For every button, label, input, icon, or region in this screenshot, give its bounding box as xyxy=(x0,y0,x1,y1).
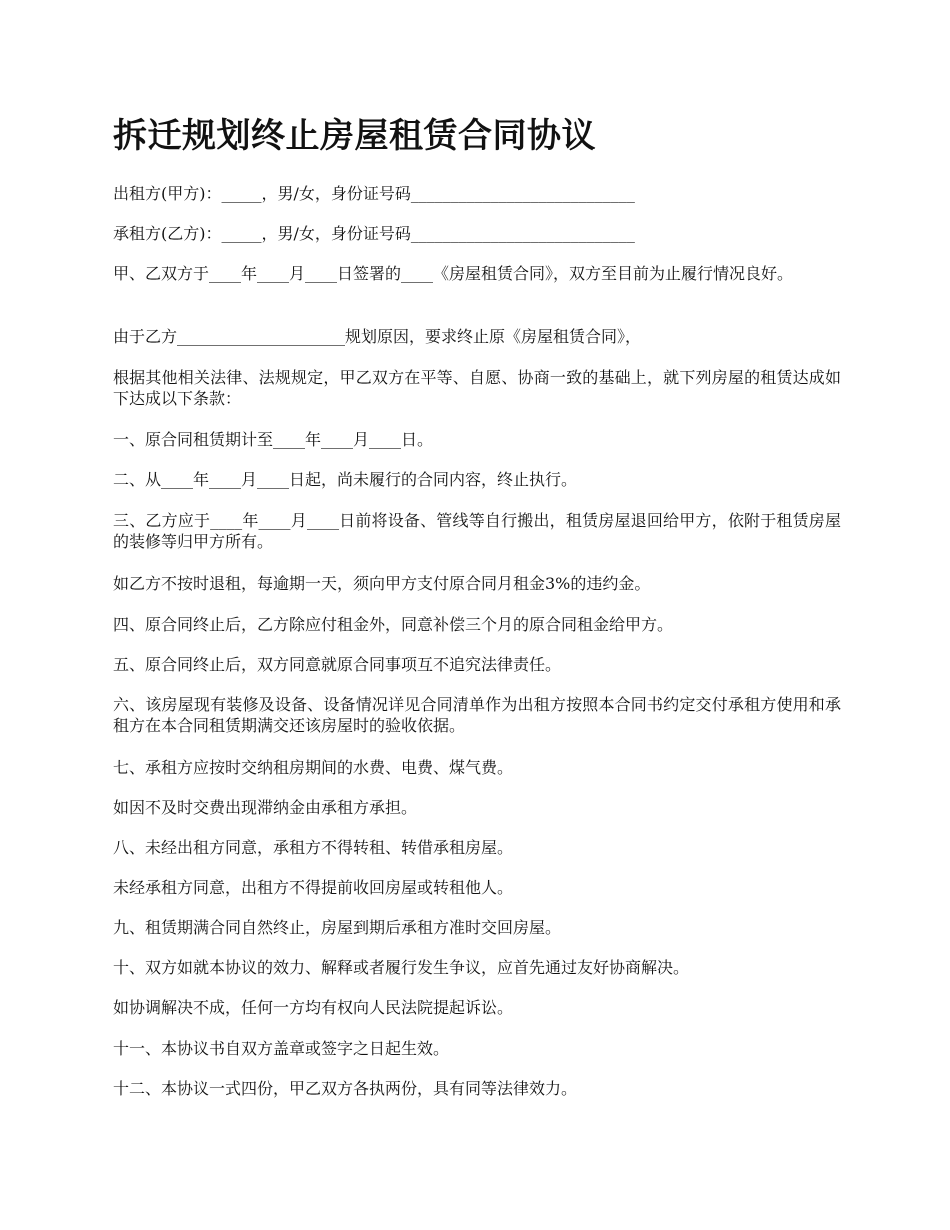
clause-7: 七、承租方应按时交纳租房期间的水费、电费、煤气费。 xyxy=(113,758,514,777)
signing-paragraph: 甲、乙双方于____年____月____日签署的____《房屋租赁合同》，双方至目前为止履行情况良好。 xyxy=(113,264,794,283)
clause-7-late-fee: 如因不及时交费出现滞纳金由承租方承担。 xyxy=(113,798,418,817)
clause-5: 五、原合同终止后，双方同意就原合同事项互不追究法律责任。 xyxy=(113,655,562,674)
party-a-line: 出租方(甲方)：_____，男/女，身份证号码____________________________ xyxy=(113,184,635,203)
clause-6: 六、该房屋现有装修及设备、设备情况详见合同清单作为出租方按照本合同书约定交付承租方使用和承租方在本合同租赁期满交还该房屋时的验收依据。 xyxy=(113,695,841,735)
clause-10: 十、双方如就本协议的效力、解释或者履行发生争议，应首先通过友好协商解决。 xyxy=(113,958,690,977)
clause-4: 四、原合同终止后，乙方除应付租金外，同意补偿三个月的原合同租金给甲方。 xyxy=(113,615,674,634)
clause-8-lessor: 未经承租方同意，出租方不得提前收回房屋或转租他人。 xyxy=(113,878,514,897)
clause-11: 十一、本协议书自双方盖章或签字之日起生效。 xyxy=(113,1039,450,1058)
clause-1: 一、原合同租赁期计至____年____月____日。 xyxy=(113,430,434,449)
clause-2: 二、从____年____月____日起，尚未履行的合同内容，终止执行。 xyxy=(113,470,578,489)
clause-12: 十二、本协议一式四份，甲乙双方各执两份，具有同等法律效力。 xyxy=(113,1079,578,1098)
basis-paragraph: 根据其他相关法律、法规规定，甲乙双方在平等、自愿、协商一致的基础上，就下列房屋的租赁达成如下达成以下条款： xyxy=(113,368,841,408)
clause-10-litigation: 如协调解决不成，任何一方均有权向人民法院提起诉讼。 xyxy=(113,998,514,1017)
clause-9: 九、租赁期满合同自然终止，房屋到期后承租方准时交回房屋。 xyxy=(113,918,562,937)
reason-paragraph: 由于乙方_____________________规划原因，要求终止原《房屋租赁合同》， xyxy=(113,327,642,346)
party-b-line: 承租方(乙方)：_____，男/女，身份证号码____________________________ xyxy=(113,224,635,243)
clause-3-penalty: 如乙方不按时退租，每逾期一天，须向甲方支付原合同月租金3%的违约金。 xyxy=(113,574,651,593)
document-title: 拆迁规划终止房屋租赁合同协议 xyxy=(113,116,596,156)
clause-3: 三、乙方应于____年____月____日前将设备、管线等自行搬出，租赁房屋退回给甲方，依附于租赁房屋的装修等归甲方所有。 xyxy=(113,511,841,551)
clause-8: 八、未经出租方同意，承租方不得转租、转借承租房屋。 xyxy=(113,838,514,857)
